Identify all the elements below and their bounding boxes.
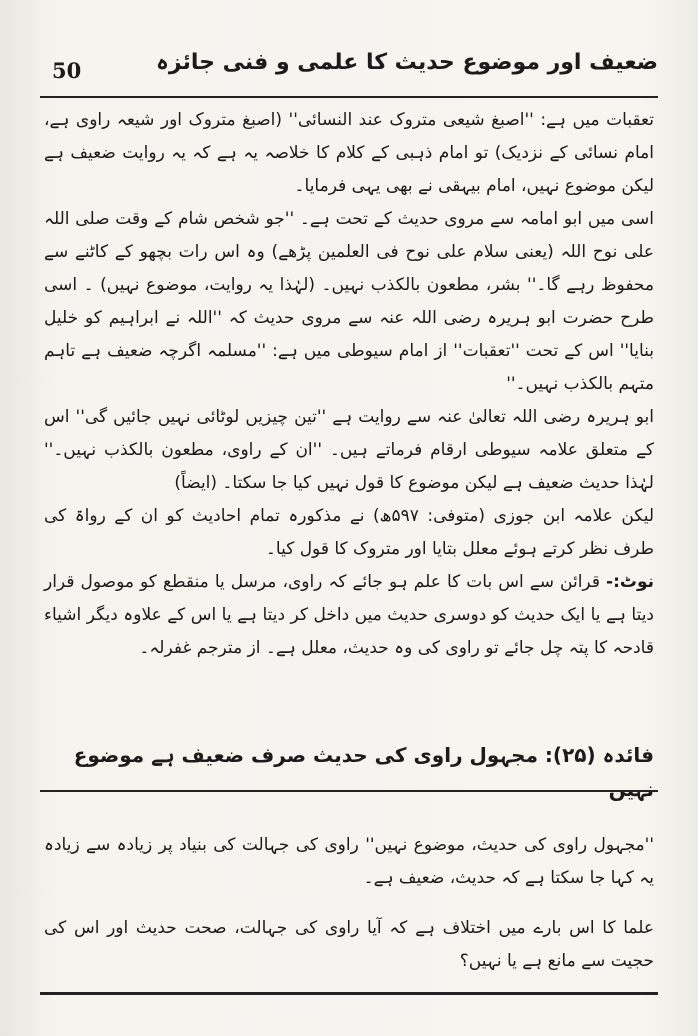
paragraph-ulama: علما کا اس بارے میں اختلاف ہے کہ آیا راوی کی جہالت، صحت حدیث اور اس کی حجیت سے مانع ہے یا نہیں؟ <box>44 918 654 971</box>
paragraph-tuqubat: تعقبات میں ہے: ''اصبغ شیعی متروک عند النسائی'' (اصبغ متروک اور شیعہ راوی ہے، امام نسائی کے نزدیک) تو امام ذہبی کے کلام کا خلاصہ یہ ہے کہ یہ روایت ضعیف ہے لیکن موضوع نہیں، امام بیہقی نے بھی یہی فرمایا۔ <box>44 110 654 196</box>
paragraph-note <box>44 566 654 665</box>
main-text-block <box>44 104 654 665</box>
paragraph-abu-umama: اسی میں ابو امامہ سے مروی حدیث کے تحت ہے۔ ''جو شخص شام کے وقت صلی اللہ علی نوح اللہ (یعنی سلام علی نوح فی العلمین پڑھے) وہ اس رات بچھو کے کاٹنے سے محفوظ رہے گا۔'' بشر، مطعون بالکذب نہیں۔ (لہٰذا یہ روایت، موضوع نہیں) ۔ اسی طرح حضرت ابو ہریرہ رضی اللہ عنہ سے مروی حدیث کہ ''اللہ نے ابراہیم کو خلیل بنایا'' اس کے تحت ''تعقبات'' از امام سیوطی میں ہے: ''مسلمہ اگرچہ ضعیف ہے تاہم متہم بالکذب نہیں۔'' <box>44 209 654 394</box>
bottom-rule <box>40 992 658 995</box>
header-rule <box>40 96 658 98</box>
paragraph-ibn-jawzi: لیکن علامہ ابن جوزی (متوفی: ۵۹۷ھ) نے مذکورہ تمام احادیث کو ان کے رواۃ کی طرف نظر کرتے ہوئے معلل بتایا اور متروک کا قول کیا۔ <box>44 506 655 559</box>
running-title: ضعیف اور موضوع حدیث کا علمی و فنی جائزہ <box>156 50 658 75</box>
page-number: 50 <box>52 58 82 83</box>
paragraph-abu-hurairah: ابو ہریرہ رضی اللہ تعالیٰ عنہ سے روایت ہے ''تین چیزیں لوٹائی نہیں جائیں گی'' اس کے متعلق علامہ سیوطی ارقام فرماتے ہیں۔ ''ان کے راوی، مطعون بالکذب نہیں۔'' لہٰذا حدیث ضعیف ہے لیکن موضوع کا قول نہیں کیا جا سکتا۔ (ایضاً) <box>44 407 654 493</box>
page-header <box>40 46 658 90</box>
section-rule <box>40 790 658 792</box>
paragraph-majhul: ''مجہول راوی کی حدیث، موضوع نہیں'' راوی کی جہالت کی بنیاد پر زیادہ سے زیادہ یہ کہا جا سکتا ہے کہ حدیث، ضعیف ہے۔ <box>44 835 654 888</box>
section-heading: فائدہ (۲۵): مجہول راوی کی حدیث صرف ضعیف ہے موضوع نہیں <box>73 743 654 801</box>
section-text-block <box>44 812 654 995</box>
note-label: نوٹ:- <box>606 572 654 592</box>
note-text: قرائن سے اس بات کا علم ہو جائے کہ راوی، مرسل یا منقطع کو موصول قرار دیتا ہے یا ایک حدیث کو دوسری حدیث میں داخل کر دیتا ہے یا اس کے علاوہ دیگر اشیاء قادحہ کا پتہ چل جائے تو راوی کی وہ حدیث، معلل ہے۔ از مترجم غفرلہ۔ <box>44 572 654 658</box>
